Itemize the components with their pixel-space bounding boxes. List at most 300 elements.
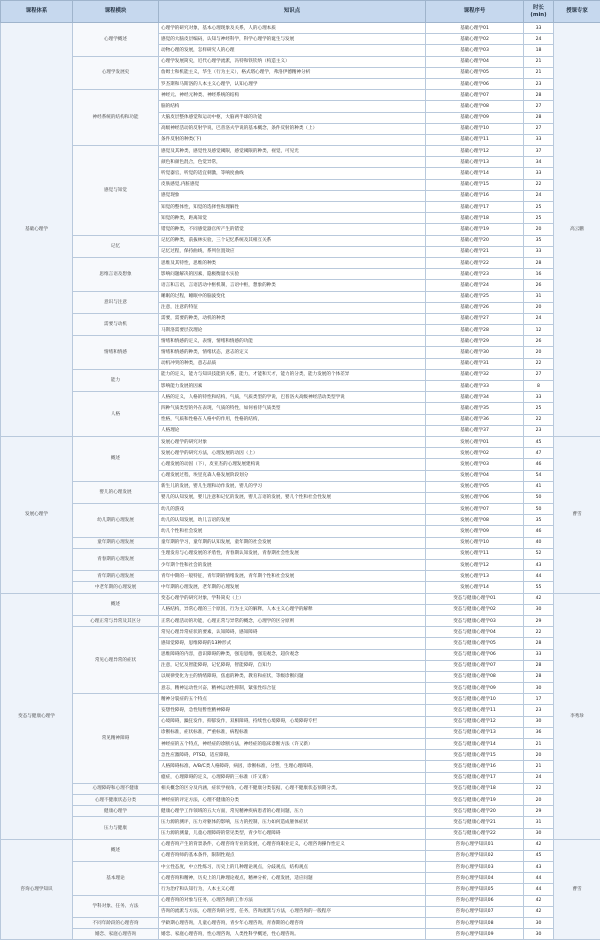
course-number-cell: 发展心理学11 <box>426 548 524 559</box>
knowledge-point-cell: 幼儿的认知发展，幼儿言语的发展 <box>159 515 426 526</box>
course-number-cell: 变态与健康心理学01 <box>426 593 524 604</box>
course-number-cell: 变态与健康心理学09 <box>426 683 524 694</box>
table-row <box>1 336 600 347</box>
knowledge-point-cell: 罗杰斯和马斯洛的人本主义心理学，认知心理学 <box>159 78 426 89</box>
course-module-cell: 健康心理学 <box>73 806 159 817</box>
course-number-cell: 咨询心理学知识05 <box>426 884 524 895</box>
course-number-cell: 变态与健康心理学02 <box>426 604 524 615</box>
table-row <box>1 369 600 380</box>
knowledge-point-cell: 注意，记忆及智能障碍，记忆障碍，智能障碍，自知力 <box>159 660 426 671</box>
duration-cell: 28 <box>524 638 554 649</box>
duration-cell: 44 <box>524 884 554 895</box>
course-number-cell: 基础心理学03 <box>426 45 524 56</box>
knowledge-point-cell: 感觉及其种类，感觉性及感觉阈限，感觉阈限的种类，视觉，可见光 <box>159 146 426 157</box>
knowledge-point-cell: 心理咨询产生的背景条件，心理咨询专业的发展，心理咨询职业定义，心理咨询操作性定义 <box>159 839 426 850</box>
knowledge-point-cell: 发展心理学的研究方法，心理发展的动因（上） <box>159 448 426 459</box>
course-number-cell: 发展心理学04 <box>426 470 524 481</box>
course-number-cell: 基础心理学36 <box>426 414 524 425</box>
duration-cell: 26 <box>524 280 554 291</box>
course-module-cell: 情绪和情感 <box>73 336 159 370</box>
course-number-cell: 发展心理学05 <box>426 481 524 492</box>
lecturer-cell: 李秀珍 <box>554 593 600 839</box>
knowledge-point-cell: 皮肤感觉,内脏感觉 <box>159 179 426 190</box>
table-row <box>1 582 600 593</box>
course-module-cell: 人格 <box>73 392 159 437</box>
duration-cell: 28 <box>524 671 554 682</box>
duration-cell: 25 <box>524 403 554 414</box>
table-row <box>1 257 600 268</box>
knowledge-point-cell: 心境障碍，躁狂发作，抑郁发作，双相障碍，持续性心境障碍，心境障碍专栏 <box>159 716 426 727</box>
course-number-cell: 基础心理学30 <box>426 347 524 358</box>
duration-cell: 27 <box>524 101 554 112</box>
table-row <box>1 694 600 705</box>
table-row <box>1 504 600 515</box>
duration-cell: 31 <box>524 817 554 828</box>
duration-cell: 36 <box>524 727 554 738</box>
knowledge-point-cell: 詹姆士和机能主义，华生（行为主义），格式塔心理学，弗洛伊德精神分析 <box>159 67 426 78</box>
course-module-cell: 青春期的心理发展 <box>73 548 159 570</box>
course-module-cell: 婚恋、家庭心理咨询 <box>73 929 159 940</box>
duration-cell: 18 <box>524 45 554 56</box>
knowledge-point-cell: 语言和言语，言语活动中枢机制，言语中枢，想象的种类 <box>159 280 426 291</box>
table-row <box>1 313 600 324</box>
course-number-cell: 发展心理学07 <box>426 504 524 515</box>
course-number-cell: 基础心理学16 <box>426 190 524 201</box>
duration-cell: 22 <box>524 627 554 638</box>
course-number-cell: 基础心理学19 <box>426 224 524 235</box>
table-row <box>1 839 600 850</box>
duration-cell: 42 <box>524 839 554 850</box>
course-number-cell: 咨询心理学知识02 <box>426 850 524 861</box>
duration-cell: 28 <box>524 90 554 101</box>
course-module-cell: 不同年龄段的心理咨询 <box>73 918 159 929</box>
course-module-cell: 概述 <box>73 593 159 615</box>
course-number-cell: 变态与健康心理学11 <box>426 705 524 716</box>
knowledge-point-cell: 听觉器官，听觉的适宜刺激，等响度曲线 <box>159 168 426 179</box>
course-number-cell: 变态与健康心理学21 <box>426 817 524 828</box>
table-row <box>1 817 600 828</box>
table-row <box>1 90 600 101</box>
course-number-cell: 基础心理学20 <box>426 235 524 246</box>
course-number-cell: 变态与健康心理学22 <box>426 828 524 839</box>
duration-cell: 33 <box>524 134 554 145</box>
duration-cell: 30 <box>524 716 554 727</box>
course-number-cell: 基础心理学34 <box>426 392 524 403</box>
course-number-cell: 基础心理学17 <box>426 202 524 213</box>
course-number-cell: 基础心理学08 <box>426 101 524 112</box>
course-number-cell: 发展心理学08 <box>426 515 524 526</box>
knowledge-point-cell: 知觉的整体性，知觉的选择性和理解性 <box>159 202 426 213</box>
course-number-cell: 基础心理学04 <box>426 56 524 67</box>
knowledge-point-cell: 青年中期的一般特征，青年期的情绪发展，青年期个性和社会发展 <box>159 571 426 582</box>
duration-cell: 23 <box>524 78 554 89</box>
knowledge-point-cell: 心理学发展简史，近代心理学流派，冯特和铁钦纳（构造主义） <box>159 56 426 67</box>
knowledge-point-cell: 高级神经活动的反射学说，巴普洛夫学说的基本概念，条件反射的种类（上） <box>159 123 426 134</box>
duration-cell: 46 <box>524 526 554 537</box>
course-module-cell: 心理学概述 <box>73 23 159 57</box>
duration-cell: 42 <box>524 593 554 604</box>
duration-cell: 8 <box>524 381 554 392</box>
table-row <box>1 481 600 492</box>
knowledge-point-cell: 知觉的种类，距离知觉 <box>159 213 426 224</box>
duration-cell: 24 <box>524 190 554 201</box>
knowledge-point-cell: 记忆的种类，前拔林实验，三个记忆系统及其相互关系 <box>159 235 426 246</box>
knowledge-point-cell: 生理发育与心理发展的矛盾性，青春期认知发展，青春期社会性发展 <box>159 548 426 559</box>
course-number-cell: 基础心理学26 <box>426 302 524 313</box>
course-number-cell: 基础心理学07 <box>426 90 524 101</box>
duration-cell: 16 <box>524 269 554 280</box>
knowledge-point-cell: 四种气质类型的外在表现，气质的特性，如何看待气质类型 <box>159 403 426 414</box>
knowledge-point-cell: 能力的定义，能力与知识技能的关系，能力，才能和天才，能力的分类，能力发展的个体差异 <box>159 369 426 380</box>
knowledge-point-cell: 精神分裂症的五个特点 <box>159 694 426 705</box>
duration-cell: 52 <box>524 548 554 559</box>
duration-cell: 35 <box>524 235 554 246</box>
course-number-cell: 基础心理学27 <box>426 313 524 324</box>
course-module-cell: 婴儿的心理发展 <box>73 481 159 503</box>
course-module-cell: 基本理论 <box>73 862 159 896</box>
course-number-cell: 基础心理学02 <box>426 34 524 45</box>
duration-cell: 21 <box>524 67 554 78</box>
header-course-system: 课程体系 <box>1 1 73 23</box>
table-row <box>1 895 600 906</box>
duration-cell: 26 <box>524 336 554 347</box>
duration-cell: 30 <box>524 929 554 940</box>
course-module-cell: 心理学发展史 <box>73 56 159 90</box>
table-row <box>1 862 600 873</box>
course-number-cell: 变态与健康心理学18 <box>426 783 524 794</box>
course-module-cell: 中老年期的心理发展 <box>73 582 159 593</box>
course-number-cell: 变态与健康心理学15 <box>426 750 524 761</box>
table-row <box>1 548 600 559</box>
table-row <box>1 593 600 604</box>
course-number-cell: 变态与健康心理学07 <box>426 660 524 671</box>
knowledge-point-cell: 咨询的流派与方法，心理咨询的分型，任务，咨询流派与方法，心理咨询的一般程序 <box>159 906 426 917</box>
course-number-cell: 发展心理学02 <box>426 448 524 459</box>
duration-cell: 25 <box>524 202 554 213</box>
course-number-cell: 咨询心理学知识09 <box>426 929 524 940</box>
knowledge-point-cell: 人格结构，异常心理的三个原因，行为主义的解释，人本主义心理学的解释 <box>159 604 426 615</box>
course-number-cell: 变态与健康心理学17 <box>426 772 524 783</box>
knowledge-point-cell: 感觉的大脑皮层编码，认知与神经科学，科学心理学的诞生与发展 <box>159 34 426 45</box>
duration-cell: 44 <box>524 873 554 884</box>
knowledge-point-cell: 感知觉障碍，思维障碍的13种形式 <box>159 638 426 649</box>
course-number-cell: 基础心理学35 <box>426 403 524 414</box>
table-row <box>1 56 600 67</box>
header-lecturer: 授课专家 <box>554 1 600 23</box>
knowledge-point-cell: 压力源的测量，儿童心理障碍的常见类型，青少年心理障碍 <box>159 828 426 839</box>
knowledge-point-cell: 以规律变化为主的情绪障碍，焦虑的种类，教育和症状，等级诊断问题 <box>159 671 426 682</box>
knowledge-point-cell: 健康心理学工作领域的五大方面，常见精神疾病患者的心理问题，压力 <box>159 806 426 817</box>
knowledge-point-cell: 影响能力发展的因素 <box>159 381 426 392</box>
course-number-cell: 咨询心理学知识06 <box>426 895 524 906</box>
course-module-cell: 青年期的心理发展 <box>73 571 159 582</box>
knowledge-point-cell: 条件反射的种类(下) <box>159 134 426 145</box>
course-number-cell: 咨询心理学知识03 <box>426 862 524 873</box>
duration-cell: 27 <box>524 369 554 380</box>
duration-cell: 42 <box>524 906 554 917</box>
course-number-cell: 基础心理学25 <box>426 291 524 302</box>
course-number-cell: 变态与健康心理学03 <box>426 615 524 626</box>
course-number-cell: 基础心理学18 <box>426 213 524 224</box>
course-number-cell: 基础心理学15 <box>426 179 524 190</box>
header-course-number: 课程序号 <box>426 1 524 23</box>
course-number-cell: 基础心理学37 <box>426 425 524 436</box>
course-module-cell: 需要与动机 <box>73 313 159 335</box>
knowledge-point-cell: 记忆过程，保持曲线，系列位置效应 <box>159 246 426 257</box>
knowledge-point-cell: 注意，注意的特征 <box>159 302 426 313</box>
table-row <box>1 436 600 447</box>
course-module-cell: 常见精神障碍 <box>73 694 159 784</box>
course-number-cell: 基础心理学13 <box>426 157 524 168</box>
duration-cell: 55 <box>524 582 554 593</box>
course-number-cell: 变态与健康心理学05 <box>426 638 524 649</box>
knowledge-point-cell: 发展心理学的研究对象 <box>159 436 426 447</box>
knowledge-point-cell: 妄想性障碍，急性短暂性精神障碍 <box>159 705 426 716</box>
duration-cell: 33 <box>524 23 554 34</box>
duration-cell: 21 <box>524 761 554 772</box>
knowledge-point-cell: 神经症的评定方法，心理不健康的分类 <box>159 794 426 805</box>
course-module-cell: 思维言语及想象 <box>73 257 159 291</box>
course-number-cell: 基础心理学06 <box>426 78 524 89</box>
duration-cell: 29 <box>524 806 554 817</box>
knowledge-point-cell: 神经症的五个特点，神经症的诊断方法，神经症的临床诊断方法（许又新） <box>159 739 426 750</box>
knowledge-point-cell: 意志，精神运动性兴奋，精神运动性抑制，紧张性综合征 <box>159 683 426 694</box>
header-knowledge-point: 知识点 <box>159 1 426 23</box>
knowledge-point-cell: 婚恋、家庭心理咨询，性心理咨询，人类性科学概述，性心理咨询。 <box>159 929 426 940</box>
knowledge-point-cell: 情绪和情感的种类，情绪状态，意志的定义 <box>159 347 426 358</box>
course-number-cell: 基础心理学10 <box>426 123 524 134</box>
course-module-cell: 记忆 <box>73 235 159 257</box>
knowledge-point-cell: 动物心理的发展，怎样研究人的心理 <box>159 45 426 56</box>
table-row <box>1 146 600 157</box>
duration-cell: 25 <box>524 213 554 224</box>
knowledge-point-cell: 心理咨询和精神，历史上的几种理论观点，精神分析，心理发展，适应问题 <box>159 873 426 884</box>
duration-cell: 50 <box>524 504 554 515</box>
knowledge-point-cell: 感觉现象 <box>159 190 426 201</box>
knowledge-point-cell: 行为治疗和认知行为，人本主义心理 <box>159 884 426 895</box>
knowledge-point-cell: 人格理论 <box>159 425 426 436</box>
knowledge-point-cell: 马斯洛需要层次理论 <box>159 325 426 336</box>
table-header-row <box>1 1 600 23</box>
duration-cell: 20 <box>524 347 554 358</box>
knowledge-point-cell: 影响问题解决的因素，隐极衡量水实验 <box>159 269 426 280</box>
duration-cell: 50 <box>524 492 554 503</box>
duration-cell: 47 <box>524 448 554 459</box>
table-row <box>1 615 600 626</box>
course-number-cell: 咨询心理学知识07 <box>426 906 524 917</box>
course-module-cell: 感觉与知觉 <box>73 146 159 236</box>
knowledge-point-cell: 心理发展过程，埃里克森人格发展阶段划分 <box>159 470 426 481</box>
course-number-cell: 基础心理学11 <box>426 134 524 145</box>
course-number-cell: 变态与健康心理学12 <box>426 716 524 727</box>
knowledge-point-cell: 婴儿的认知发展，婴儿注意和记忆的发展，婴儿言语的发展，婴儿个性和社会性发展 <box>159 492 426 503</box>
duration-cell: 30 <box>524 918 554 929</box>
knowledge-point-cell: 幼儿的游戏 <box>159 504 426 515</box>
duration-cell: 20 <box>524 302 554 313</box>
course-number-cell: 发展心理学14 <box>426 582 524 593</box>
course-module-cell: 能力 <box>73 369 159 391</box>
duration-cell: 45 <box>524 850 554 861</box>
course-number-cell: 发展心理学10 <box>426 537 524 548</box>
knowledge-point-cell: 动机冲突的种类，意志品质 <box>159 358 426 369</box>
duration-cell: 28 <box>524 257 554 268</box>
course-module-cell: 幼儿期的心理发展 <box>73 504 159 538</box>
duration-cell: 54 <box>524 470 554 481</box>
course-module-cell: 概述 <box>73 436 159 481</box>
knowledge-point-cell: 神经元、神经元种类、神经系统的结构 <box>159 90 426 101</box>
knowledge-point-cell: 人格障碍标准，A/B/C类人格障碍，病因，诊断标准，分型，生理心理障碍， <box>159 761 426 772</box>
duration-cell: 33 <box>524 246 554 257</box>
duration-cell: 30 <box>524 828 554 839</box>
course-number-cell: 发展心理学09 <box>426 526 524 537</box>
knowledge-point-cell: 正常心理活动的功能，心理正常与异常的概念，心理学的区分原则 <box>159 615 426 626</box>
duration-cell: 21 <box>524 739 554 750</box>
duration-cell: 29 <box>524 615 554 626</box>
knowledge-point-cell: 心理学的研究对象，基本心理现象及关系，人的心理本质 <box>159 23 426 34</box>
course-number-cell: 基础心理学05 <box>426 67 524 78</box>
course-number-cell: 发展心理学03 <box>426 459 524 470</box>
table-row <box>1 806 600 817</box>
knowledge-point-cell: 思维障碍的内容，意识障碍的种类，强迫思维，强迫观念，超价观念 <box>159 649 426 660</box>
duration-cell: 22 <box>524 358 554 369</box>
course-module-cell: 心理不健康状态分类 <box>73 794 159 805</box>
duration-cell: 35 <box>524 515 554 526</box>
lecturer-cell: 曹雪 <box>554 839 600 940</box>
knowledge-point-cell: 相关概念的区分及内涵，症状学视角，心理不健康分类依据，心理不健康状态预期分类。 <box>159 783 426 794</box>
knowledge-point-cell: 颜色和颜色混合，色觉异常， <box>159 157 426 168</box>
table-row <box>1 918 600 929</box>
knowledge-point-cell: 新生儿的发展，婴儿生理和动作发展，婴儿的学习 <box>159 481 426 492</box>
table-row <box>1 571 600 582</box>
course-module-cell: 概述 <box>73 839 159 861</box>
course-number-cell: 变态与健康心理学13 <box>426 727 524 738</box>
header-course-module: 课程模块 <box>73 1 159 23</box>
course-module-cell: 神经系统的结构和功能 <box>73 90 159 146</box>
lecturer-cell: 曹雪 <box>554 436 600 593</box>
knowledge-point-cell: 幼儿个性和社会发展 <box>159 526 426 537</box>
table-row <box>1 392 600 403</box>
table-body <box>1 23 600 940</box>
course-module-cell: 压力与健康 <box>73 817 159 839</box>
table-row <box>1 291 600 302</box>
course-module-cell: 常见心理异常的症状 <box>73 627 159 694</box>
course-number-cell: 变态与健康心理学20 <box>426 806 524 817</box>
duration-cell: 24 <box>524 772 554 783</box>
knowledge-point-cell: 压力源的测评，压力对躯体的影响，压力的控制，压力如何造成躯体症状 <box>159 817 426 828</box>
table-row <box>1 627 600 638</box>
knowledge-point-cell: 癔症，心理障碍的定义，心理障碍的三标准（许又新） <box>159 772 426 783</box>
course-number-cell: 基础心理学32 <box>426 369 524 380</box>
duration-cell: 28 <box>524 112 554 123</box>
course-number-cell: 基础心理学31 <box>426 358 524 369</box>
knowledge-point-cell: 常见心理异常症状的要素，认知障碍，感知障碍 <box>159 627 426 638</box>
course-system-cell: 基础心理学 <box>1 23 73 437</box>
knowledge-point-cell: 少年期个性和社会的发展 <box>159 560 426 571</box>
duration-cell: 17 <box>524 694 554 705</box>
duration-cell: 31 <box>524 291 554 302</box>
course-number-cell: 变态与健康心理学06 <box>426 649 524 660</box>
course-system-cell: 变态与健康心理学 <box>1 593 73 839</box>
knowledge-point-cell: 性格，气质和性格在人格中的作用，性格的结构， <box>159 414 426 425</box>
duration-cell: 34 <box>524 157 554 168</box>
duration-cell: 22 <box>524 783 554 794</box>
duration-cell: 20 <box>524 750 554 761</box>
duration-cell: 33 <box>524 392 554 403</box>
course-number-cell: 变态与健康心理学04 <box>426 627 524 638</box>
course-system-cell: 发展心理学 <box>1 436 73 593</box>
duration-cell: 46 <box>524 459 554 470</box>
table-row <box>1 537 600 548</box>
course-number-cell: 咨询心理学知识01 <box>426 839 524 850</box>
duration-cell: 44 <box>524 571 554 582</box>
course-number-cell: 基础心理学29 <box>426 336 524 347</box>
knowledge-point-cell: 中立性态度，中立性练习，历史上的几种理论观点，分歧观点，结构观点 <box>159 862 426 873</box>
knowledge-point-cell: 脑的结构 <box>159 101 426 112</box>
knowledge-point-cell: 心理咨询的对象与任务，心理咨询的工作方法 <box>159 895 426 906</box>
knowledge-point-cell: 中年期的心理发展，老年期的心理发展 <box>159 582 426 593</box>
course-number-cell: 发展心理学12 <box>426 560 524 571</box>
knowledge-point-cell: 需要，需要的种类，动机的种类 <box>159 313 426 324</box>
header-duration: 时长 (min) <box>524 1 554 23</box>
course-number-cell: 基础心理学12 <box>426 146 524 157</box>
duration-cell: 24 <box>524 313 554 324</box>
duration-cell: 33 <box>524 168 554 179</box>
course-module-cell: 心理正常与异常及其区分 <box>73 615 159 626</box>
duration-cell: 30 <box>524 604 554 615</box>
course-number-cell: 咨询心理学知识04 <box>426 873 524 884</box>
course-number-cell: 变态与健康心理学19 <box>426 794 524 805</box>
knowledge-point-cell: 心理咨询师的基本条件，限制性观点 <box>159 850 426 861</box>
duration-cell: 30 <box>524 683 554 694</box>
duration-cell: 23 <box>524 705 554 716</box>
duration-cell: 21 <box>524 56 554 67</box>
duration-cell: 22 <box>524 179 554 190</box>
course-module-cell: 意识与注意 <box>73 291 159 313</box>
duration-cell: 28 <box>524 660 554 671</box>
course-number-cell: 变态与健康心理学08 <box>426 671 524 682</box>
knowledge-point-cell: 大脑皮层整体感觉和运动中枢，大脑两半球的功能 <box>159 112 426 123</box>
course-number-cell: 基础心理学21 <box>426 246 524 257</box>
table-row <box>1 23 600 34</box>
duration-cell: 43 <box>524 560 554 571</box>
table-row <box>1 783 600 794</box>
course-system-cell: 咨询心理学知识 <box>1 839 73 940</box>
course-number-cell: 基础心理学23 <box>426 269 524 280</box>
duration-cell: 22 <box>524 414 554 425</box>
duration-cell: 37 <box>524 146 554 157</box>
duration-cell: 42 <box>524 895 554 906</box>
knowledge-point-cell: 心理发展的动因（下），皮亚杰的心理发展建构说 <box>159 459 426 470</box>
duration-cell: 45 <box>524 436 554 447</box>
knowledge-point-cell: 人格的定义，人格的特性和结构，气质，气质类型的学说，巴普洛夫高级神经活动类型学说 <box>159 392 426 403</box>
course-module-cell: 心理障碍和心理不健康 <box>73 783 159 794</box>
course-number-cell: 基础心理学28 <box>426 325 524 336</box>
course-number-cell: 变态与健康心理学16 <box>426 761 524 772</box>
course-number-cell: 发展心理学06 <box>426 492 524 503</box>
lecturer-cell: 高云鹏 <box>554 23 600 437</box>
course-number-cell: 基础心理学33 <box>426 381 524 392</box>
knowledge-point-cell: 错觉的种类，不同感觉器官所产生的错觉 <box>159 224 426 235</box>
course-number-cell: 基础心理学22 <box>426 257 524 268</box>
knowledge-point-cell: 情绪和情感的定义，表情，情绪和情感的功能 <box>159 336 426 347</box>
course-number-cell: 变态与健康心理学14 <box>426 739 524 750</box>
knowledge-point-cell: 急性应激障碍，PTSD，适应障碍， <box>159 750 426 761</box>
course-number-cell: 基础心理学09 <box>426 112 524 123</box>
duration-cell: 12 <box>524 325 554 336</box>
knowledge-point-cell: 学龄期心理咨询，儿童心理咨询，青少年心理咨询，青春期的心理咨询 <box>159 918 426 929</box>
knowledge-point-cell: 变态心理学的研究对象，学科简史（上） <box>159 593 426 604</box>
course-number-cell: 发展心理学01 <box>426 436 524 447</box>
